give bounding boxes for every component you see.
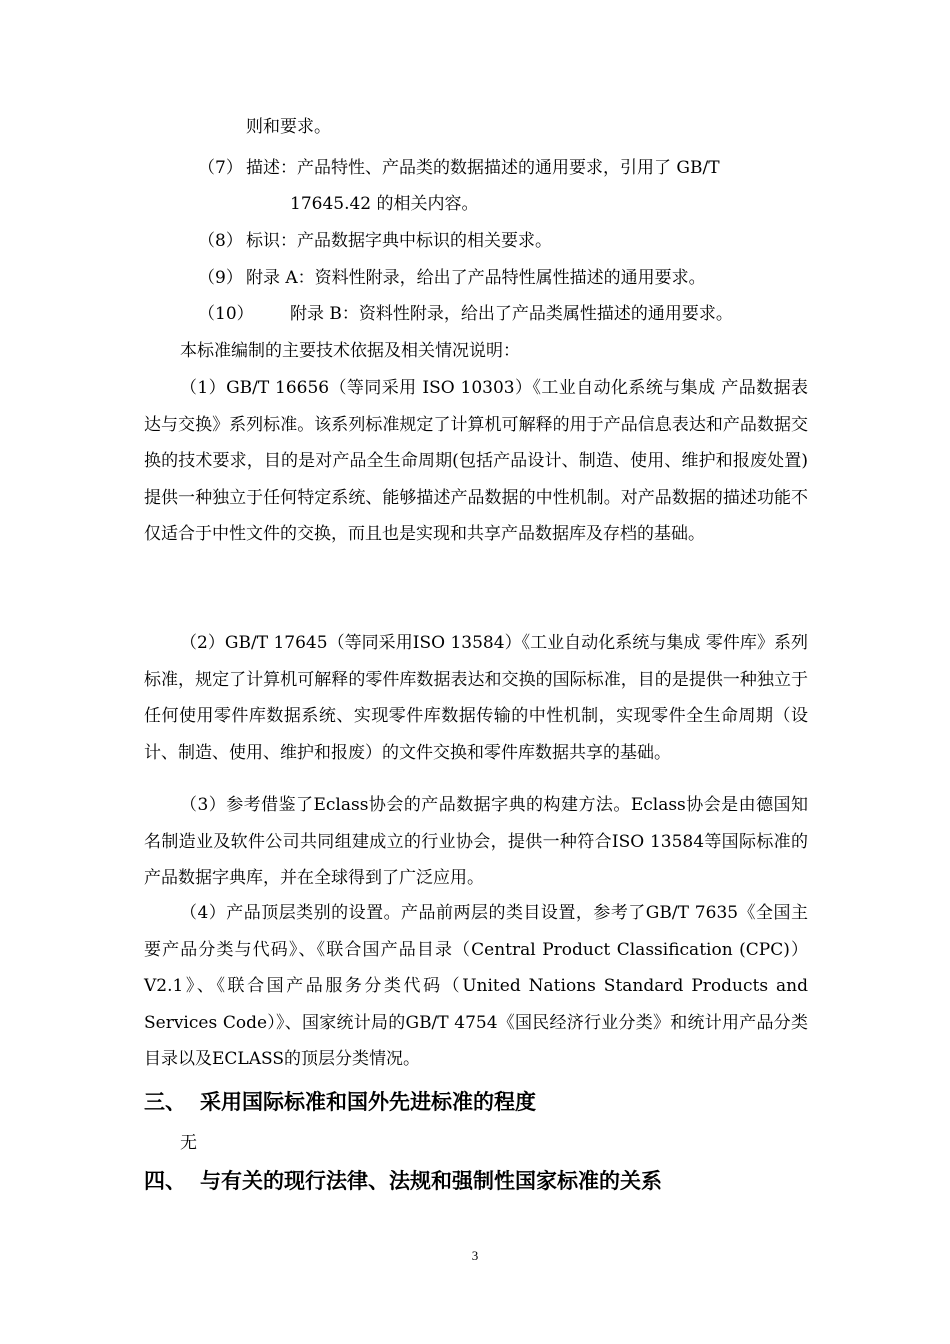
section-number: 三、 (144, 1090, 186, 1114)
list-item-10 (198, 304, 733, 324)
continuation-text: 则和要求。 (246, 117, 331, 137)
section-number: 四、 (144, 1169, 186, 1193)
list-item-7 (198, 158, 720, 178)
list-label: （9） (198, 268, 243, 288)
section-3-heading (144, 1089, 536, 1115)
section-3-body: 无 (180, 1133, 197, 1153)
list-item-8 (198, 231, 552, 251)
list-item-7-continuation: 17645.42 的相关内容。 (290, 194, 479, 214)
basis-paragraph-2: （2）GB/T 17645（等同采用ISO 13584）《工业自动化系统与集成 零件库》系列标准，规定了计算机可解释的零件库数据表达和交换的国际标准，目的是提供一种独立于任何使用零件库数据系统、实现零件库数据传输的中性机制，实现零件全生命周期（设计、制造、使用、维护和报废）的文件交换和零件库数据共享的基础。 (144, 633, 808, 763)
list-text: 附录 B：资料性附录，给出了产品类属性描述的通用要求。 (290, 304, 733, 324)
page-number: 3 (471, 1248, 479, 1263)
list-label: （7） (198, 158, 243, 178)
basis-intro: 本标准编制的主要技术依据及相关情况说明： (180, 341, 520, 361)
basis-paragraph-1: （1）GB/T 16656（等同采用 ISO 10303）《工业自动化系统与集成 产品数据表达与交换》系列标准。该系列标准规定了计算机可解释的用于产品信息表达和产品数据交换的技术要求，目的是对产品全生命周期(包括产品设计、制造、使用、维护和报废处置)提供一种独立于任何特定系统、能够描述产品数据的中性机制。对产品数据的描述功能不仅适合于中性文件的交换，而且也是实现和共享产品数据库及存档的基础。 (144, 378, 808, 544)
list-label: （8） (198, 231, 243, 251)
section-4-heading (144, 1168, 662, 1194)
basis-paragraph-4: （4）产品顶层类别的设置。产品前两层的类目设置，参考了GB/T 7635《全国主要产品分类与代码》、《联合国产品目录（Central Product Classification (CPC)）V2.1》、《联合国产品服务分类代码（United Nations Standard Products and Services Code）》、国家统计局的GB/T 4754《国民经济行业分类》和统计用产品分类目录以及ECLASS的顶层分类情况。 (144, 903, 808, 1069)
list-label: （10） (198, 304, 254, 324)
section-title: 采用国际标准和国外先进标准的程度 (200, 1090, 536, 1114)
list-text: 标识：产品数据字典中标识的相关要求。 (246, 231, 552, 251)
list-text: 附录 A：资料性附录，给出了产品特性属性描述的通用要求。 (246, 268, 706, 288)
list-item-9 (198, 268, 706, 288)
list-text: 描述：产品特性、产品类的数据描述的通用要求，引用了 GB/T (246, 158, 720, 178)
section-title: 与有关的现行法律、法规和强制性国家标准的关系 (200, 1169, 662, 1193)
basis-paragraph-3: （3）参考借鉴了Eclass协会的产品数据字典的构建方法。Eclass协会是由德国知名制造业及软件公司共同组建成立的行业协会，提供一种符合ISO 13584等国际标准的产品数据字典库，并在全球得到了广泛应用。 (144, 795, 808, 888)
